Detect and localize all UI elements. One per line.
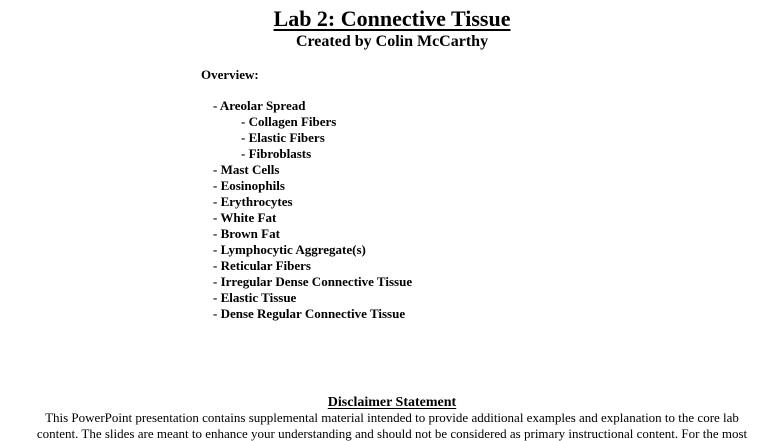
list-item: - White Fat <box>213 210 277 225</box>
list-item: - Reticular Fibers <box>213 258 311 273</box>
list-item: - Areolar Spread <box>213 98 306 113</box>
overview-list <box>213 98 412 322</box>
list-item: - Elastic Tissue <box>213 290 297 305</box>
disclaimer-line: This PowerPoint presentation contains supplemental material intended to provide additional examples and explanation to the core lab <box>45 410 739 425</box>
disclaimer-line: content. The slides are meant to enhance your understanding and should not be considered as primary instructional content. For the most <box>36 426 748 441</box>
list-item: - Erythrocytes <box>213 194 293 209</box>
list-item: - Mast Cells <box>213 162 280 177</box>
slide-subtitle: Created by Colin McCarthy <box>295 33 489 50</box>
list-item: - Collagen Fibers <box>241 114 337 129</box>
list-item: - Brown Fat <box>213 226 280 241</box>
list-item: - Eosinophils <box>213 178 285 193</box>
list-item: - Dense Regular Connective Tissue <box>213 306 406 321</box>
list-item: - Irregular Dense Connective Tissue <box>213 274 413 289</box>
overview-heading: Overview: <box>201 67 259 82</box>
disclaimer-body <box>0 410 784 441</box>
list-item: - Elastic Fibers <box>241 130 325 145</box>
slide-title: Lab 2: Connective Tissue <box>273 6 511 31</box>
disclaimer-heading: Disclaimer Statement <box>327 395 457 410</box>
list-item: - Fibroblasts <box>241 146 312 161</box>
list-item: - Lymphocytic Aggregate(s) <box>213 242 366 257</box>
